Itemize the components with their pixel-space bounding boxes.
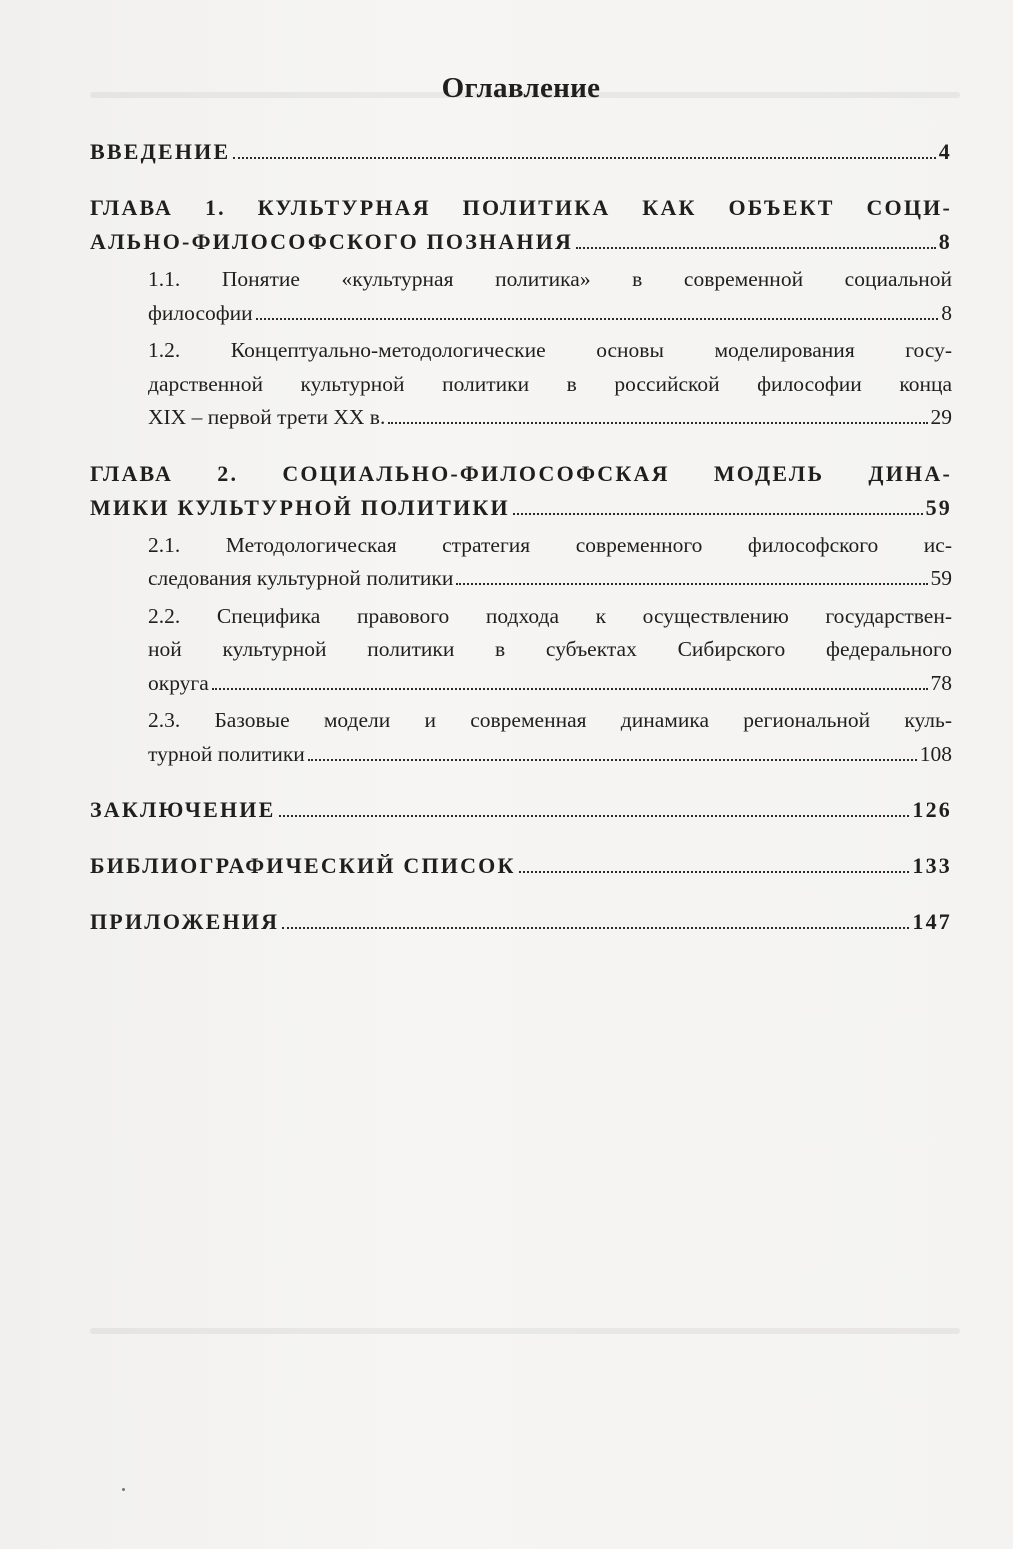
dot-leader: [388, 408, 927, 424]
toc-entry-label-continued: дарственной культурной политики в российской философии конца: [148, 371, 952, 396]
toc-entry-label-continued: XIX – первой трети XX в.: [148, 405, 386, 429]
toc-entry-section-2-1: [90, 529, 952, 596]
dot-leader: [308, 745, 917, 761]
toc-entry-label: 2.1. Методологическая стратегия современного философского ис-: [148, 532, 952, 557]
toc-entry-bibliography: [90, 849, 952, 883]
toc-entry-section-2-2: [90, 600, 952, 701]
toc-entry-label: 2.2. Специфика правового подхода к осуществлению государствен-: [148, 603, 952, 628]
toc-page-number: 126: [912, 797, 952, 822]
dot-leader: [576, 233, 936, 249]
toc-page-number: 8: [938, 229, 952, 254]
dot-leader: [279, 801, 910, 817]
toc-entry-label-continued: турной политики: [148, 741, 305, 766]
toc-entry-label-continued: МИКИ КУЛЬТУРНОЙ ПОЛИТИКИ: [90, 494, 510, 520]
toc-entry-chapter-2: [90, 457, 952, 525]
toc-entry-label: ГЛАВА 1. КУЛЬТУРНАЯ ПОЛИТИКА КАК ОБЪЕКТ СОЦИ-: [90, 195, 952, 220]
dot-leader: [282, 913, 909, 929]
dot-leader: [519, 857, 910, 873]
dot-leader: [256, 304, 939, 320]
toc-entry-label: 1.2. Концептуально-методологические основы моделирования госу-: [148, 338, 952, 362]
toc-entry-label: ВВЕДЕНИЕ: [90, 139, 231, 164]
toc-entry-label: БИБЛИОГРАФИЧЕСКИЙ СПИСОК: [90, 853, 516, 878]
toc-entry-section-1-1: [90, 263, 952, 330]
toc-entry-section-2-3: [90, 704, 952, 771]
dot-leader: [513, 498, 923, 514]
dot-leader: [456, 569, 927, 585]
toc-entry-label-continued: АЛЬНО-ФИЛОСОФСКОГО ПОЗНАНИЯ: [90, 229, 574, 254]
toc-entry-label: ГЛАВА 2. СОЦИАЛЬНО-ФИЛОСОФСКАЯ МОДЕЛЬ ДИНА-: [90, 460, 952, 486]
toc-entry-label-continued: философии: [148, 300, 253, 325]
toc-page-number: 4: [938, 139, 952, 164]
toc-entry-section-1-2: [90, 334, 952, 435]
toc-entry-label: ЗАКЛЮЧЕНИЕ: [90, 797, 276, 822]
toc-page-number: 78: [930, 670, 952, 695]
toc-entry-label-continued: округа: [148, 670, 209, 695]
show-through-text: [90, 1328, 960, 1334]
toc-entry-appendices: [90, 905, 952, 939]
toc-entry-chapter-1: [90, 191, 952, 259]
toc-page-number: 59: [930, 566, 952, 590]
toc-page-number: 108: [919, 741, 952, 766]
toc-entry-label: ПРИЛОЖЕНИЯ: [90, 909, 280, 934]
toc-entry-label: 2.3. Базовые модели и современная динамика региональной куль-: [148, 708, 952, 732]
dot-leader: [212, 674, 928, 690]
toc-entry-label: 1.1. Понятие «культурная политика» в современной социальной: [148, 267, 952, 291]
toc-entry-label-continued: ной культурной политики в субъектах Сибирского федерального: [148, 637, 952, 661]
toc-page-number: 59: [925, 494, 952, 520]
table-of-contents: [90, 72, 952, 939]
paper-speck: [122, 1488, 125, 1491]
toc-entry-introduction: [90, 135, 952, 169]
toc-title: Оглавление: [441, 72, 601, 104]
toc-page-number: 133: [912, 853, 952, 878]
toc-page-number: 8: [941, 300, 952, 325]
toc-page-number: 147: [912, 909, 952, 934]
toc-page-number: 29: [930, 405, 952, 429]
toc-entry-conclusion: [90, 793, 952, 827]
dot-leader: [233, 143, 935, 159]
toc-entry-label-continued: следования культурной политики: [148, 566, 454, 590]
